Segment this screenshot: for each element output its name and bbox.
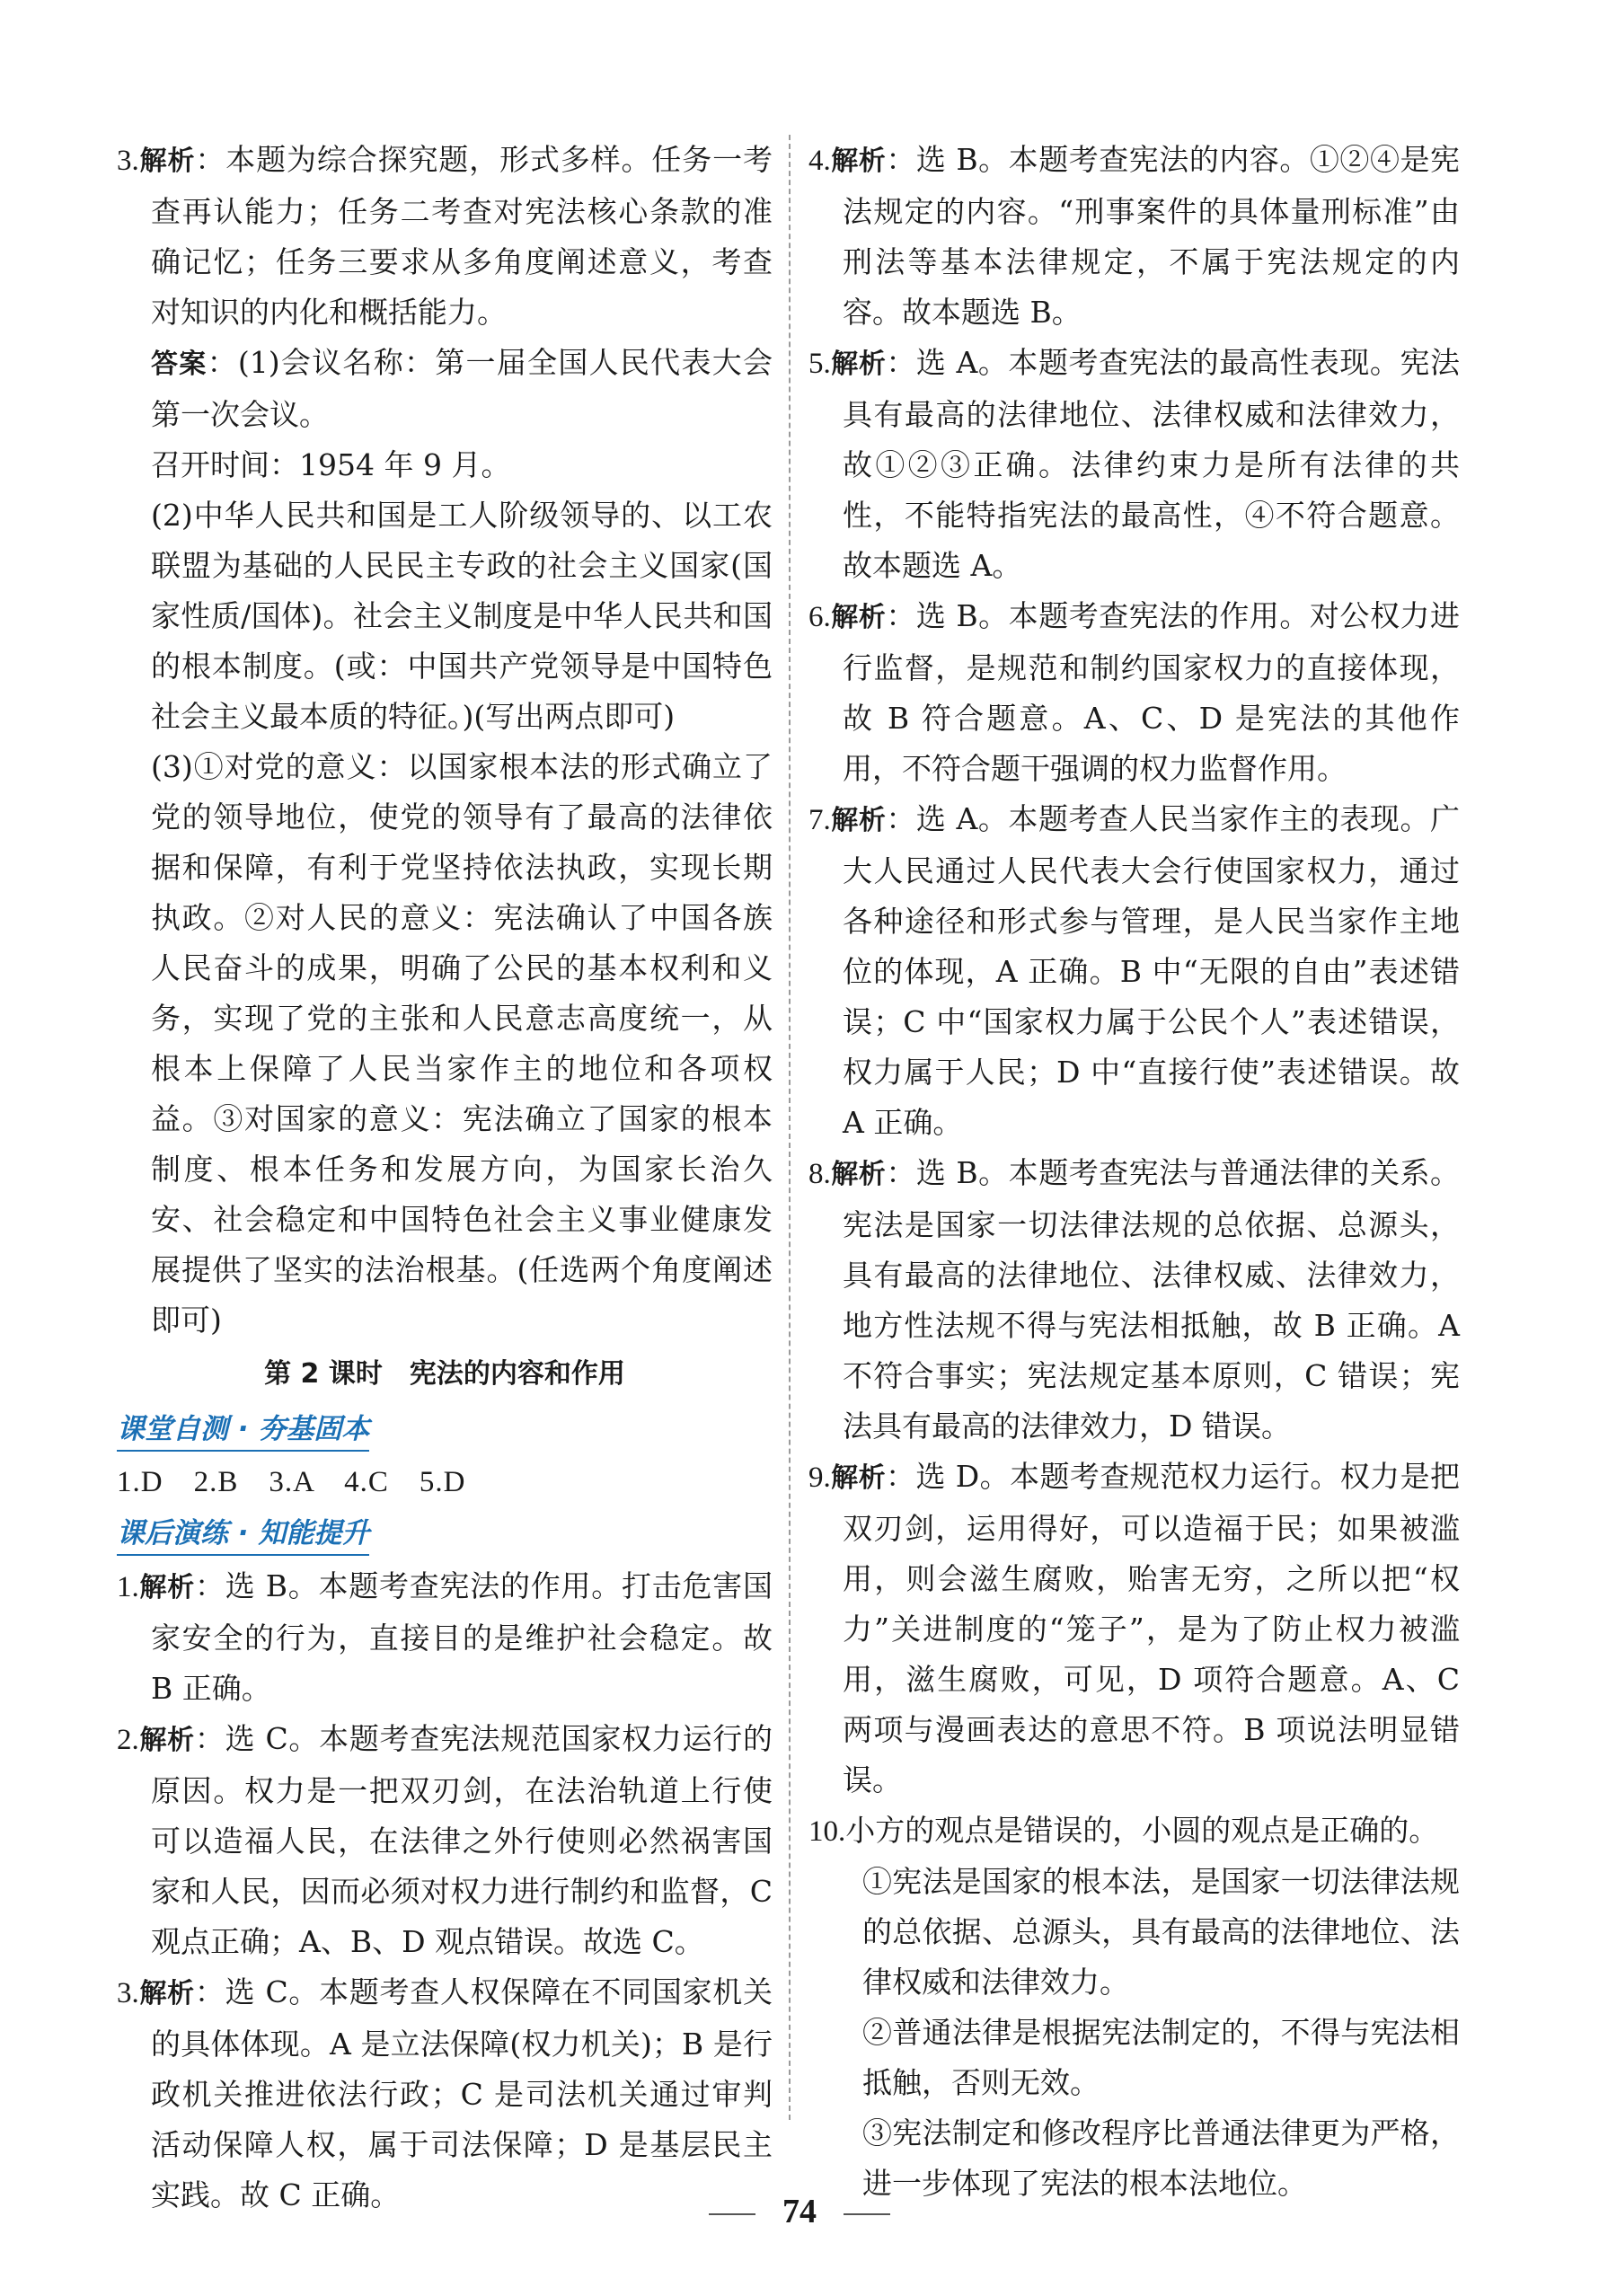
left-column xyxy=(117,135,773,2221)
section-heading-after-class: 课后演练 · 知能提升 xyxy=(117,1507,773,1561)
question-item: 8.解析：选 B。本题考查宪法与普通法律的关系。宪法是国家一切法律法规的总依据、总源头，具有最高的法律地位、法律权威、法律效力，地方性法规不得与宪法相抵触，故 B 正确。A 不符合事实；宪法规定基本原则，C 错误；宪法具有最高的法律效力，D 错误。 xyxy=(808,1155,1461,1444)
footer-rule-right xyxy=(844,2213,890,2215)
analysis-label: 解析 xyxy=(138,146,196,177)
question-item: 1.解析：选 B。本题考查宪法的作用。打击危害国家安全的行为，直接目的是维护社会稳定。故 B 正确。 xyxy=(117,1568,773,1706)
section-heading-classroom: 课堂自测 · 夯基固本 xyxy=(117,1403,773,1457)
question-item: 5.解析：选 A。本题考查宪法的最高性表现。宪法具有最高的法律地位、法律权威和法律效力，故①②③正确。法律约束力是所有法律的共性，不能特指宪法的最高性，④不符合题意。故本题选 A。 xyxy=(808,345,1461,583)
lesson-title: 第 2 课时 宪法的内容和作用 xyxy=(264,1358,625,1390)
question-item: 4.解析：选 B。本题考查宪法的内容。①②④是宪法规定的内容。“刑事案件的具体量刑标准”由刑法等基本法律规定，不属于宪法规定的内容。故本题选 B。 xyxy=(808,142,1461,330)
question-10: 10.小方的观点是错误的，小圆的观点是正确的。 xyxy=(808,1813,1439,1848)
right-column xyxy=(808,135,1460,2209)
question-10-point-3: ③宪法制定和修改程序比普通法律更为严格，进一步体现了宪法的根本法地位。 xyxy=(862,2115,1460,2201)
question-3-answer-1: 答案：(1)会议名称：第一届全国人民代表大会第一次会议。 xyxy=(151,345,773,432)
question-item: 7.解析：选 A。本题考查人民当家作主的表现。广大人民通过人民代表大会行使国家权力，通过各种途径和形式参与管理，是人民当家作主地位的体现，A 正确。B 中“无限的自由”表述错误；C 中“国家权力属于公民个人”表述错误，权力属于人民；D 中“直接行使”表述错误。故 A 正确。 xyxy=(808,801,1461,1140)
question-item: 6.解析：选 B。本题考查宪法的作用。对公权力进行监督，是规范和制约国家权力的直接体现，故 B 符合题意。A、C、D 是宪法的其他作用，不符合题干强调的权力监督作用。 xyxy=(808,598,1461,786)
question-item: 3.解析：选 C。本题考查人权保障在不同国家机关的具体体现。A 是立法保障(权力机关)；B 是行政机关推进依法行政；C 是司法机关通过审判活动保障人权，属于司法保障；D 是基层民主实践。故 C 正确。 xyxy=(117,1974,773,2212)
question-item: 9.解析：选 D。本题考查规范权力运行。权力是把双刃剑，运用得好，可以造福于民；如果被滥用，则会滋生腐败，贻害无穷，之所以把“权力”关进制度的“笼子”，是为了防止权力被滥用，滋生腐败，可见，D 项符合题意。A、C 两项与漫画表达的意思不符。B 项说法明显错误。 xyxy=(808,1459,1461,1797)
question-item: 2.解析：选 C。本题考查宪法规范国家权力运行的原因。权力是一把双刃剑，在法治轨道上行使可以造福人民，在法律之外行使则必然祸害国家和人民，因而必须对权力进行制约和监督，C 观点正确；A、B、D 观点错误。故选 C。 xyxy=(117,1721,773,1959)
quick-answers: 1.D 2.B 3.A 4.C 5.D xyxy=(117,1466,466,1498)
footer-rule-left xyxy=(709,2213,755,2215)
question-3-answer-3: (3)①对党的意义：以国家根本法的形式确立了党的领导地位，使党的领导有了最高的法律依据和保障，有利于党坚持依法执政，实现长期执政。②对人民的意义：宪法确认了中国各族人民奋斗的成果，明确了公民的基本权利和义务，实现了党的主张和人民意志高度统一，从根本上保障了人民当家作主的地位和各项权益。③对国家的意义：宪法确立了国家的根本制度、根本任务和发展方向，为国家长治久安、社会稳定和中国特色社会主义事业健康发展提供了坚实的法治根基。(任选两个角度阐述即可) xyxy=(151,749,773,1338)
answer-label: 答案 xyxy=(151,349,208,380)
question-10-point-2: ②普通法律是根据宪法制定的，不得与宪法相抵触，否则无效。 xyxy=(862,2015,1460,2100)
question-3-answer-2: (2)中华人民共和国是工人阶级领导的、以工农联盟为基础的人民民主专政的社会主义国家(国家性质/国体)。社会主义制度是中华人民共和国的根本制度。(或：中国共产党领导是中国特色社会主义最本质的特征。)(写出两点即可) xyxy=(151,498,773,734)
question-3-answer-1b: 召开时间：1954 年 9 月。 xyxy=(151,447,511,482)
page-footer xyxy=(0,2192,1599,2231)
question-10-point-1: ①宪法是国家的根本法，是国家一切法律法规的总依据、总源头，具有最高的法律地位、法律权威和法律效力。 xyxy=(862,1864,1460,2000)
page-number: 74 xyxy=(782,2193,817,2230)
column-divider xyxy=(789,135,791,2120)
question-3-analysis: 3.解析：本题为综合探究题，形式多样。任务一考查再认能力；任务二考查对宪法核心条款的准确记忆；任务三要求从多角度阐述意义，考查对知识的内化和概括能力。 xyxy=(117,142,773,330)
